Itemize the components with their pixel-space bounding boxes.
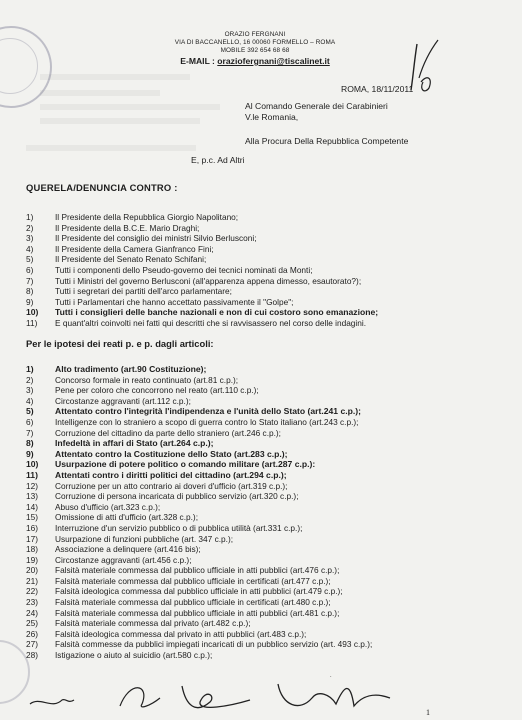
crime-text: Falsità materiale commessa dal privato (art.482 c.p.); xyxy=(55,618,251,629)
recipient-procura: Alla Procura Della Repubblica Competente xyxy=(245,136,409,146)
signature-1 xyxy=(30,700,74,704)
recipient-cc: E, p.c. Ad Altri xyxy=(191,155,245,165)
crime-text: Attentato contro la Costituzione dello Stato (art.283 c.p.); xyxy=(55,448,288,459)
sender-email xyxy=(120,56,390,67)
crime-text: Corruzione di persona incaricata di pubblico servizio (art.320 c.p.); xyxy=(55,491,299,502)
crime-item xyxy=(26,396,506,407)
crime-text: Abuso d'ufficio (art.323 c.p.); xyxy=(55,501,161,512)
accused-text: Il Presidente della Camera Gianfranco Fini; xyxy=(55,243,214,254)
recipient-address: V.le Romania, xyxy=(245,112,299,122)
document-title: QUERELA/DENUNCIA CONTRO : xyxy=(26,182,178,193)
crime-item xyxy=(26,364,506,375)
crime-item xyxy=(26,555,506,566)
accused-number: 6) xyxy=(26,264,34,275)
crime-item xyxy=(26,650,506,661)
signature-3 xyxy=(182,686,250,708)
accused-item xyxy=(26,212,506,223)
crime-number: 23) xyxy=(26,597,38,608)
crime-number: 2) xyxy=(26,374,34,385)
crime-number: 24) xyxy=(26,607,38,618)
crime-number: 1) xyxy=(26,364,34,374)
sender-mobile: MOBILE 392 654 68 68 xyxy=(220,47,290,54)
crime-text: Intelligenze con lo straniero a scopo di guerra contro lo Stato italiano (art.243 c.p.); xyxy=(55,416,359,427)
crime-item xyxy=(26,459,506,470)
signature-2 xyxy=(120,688,160,707)
crime-number: 13) xyxy=(26,491,38,502)
crime-number: 18) xyxy=(26,544,38,555)
crime-text: Pene per coloro che concorrono nel reato (art.110 c.p.); xyxy=(55,385,259,396)
crime-text: Omissione di atti d'ufficio (art.328 c.p.); xyxy=(55,512,198,523)
crime-item xyxy=(26,512,506,523)
crime-text: Attentato contro l'integrità l'indipendenza e l'unità dello Stato (art.241 c.p.); xyxy=(55,406,361,417)
crime-item xyxy=(26,629,506,640)
crime-number: 5) xyxy=(26,406,34,417)
crime-number: 20) xyxy=(26,565,38,576)
accused-item xyxy=(26,307,506,318)
crime-text: Associazione a delinquere (art.416 bis); xyxy=(55,544,201,555)
crime-text: Falsità materiale commessa dal pubblico ufficiale in atti pubblici (art.481 c.p.); xyxy=(55,607,340,618)
accused-number: 5) xyxy=(26,254,34,265)
crime-item xyxy=(26,470,506,481)
accused-number: 7) xyxy=(26,275,34,286)
crime-number: 27) xyxy=(26,639,38,650)
crime-text: Falsità commesse da pubblici impiegati incaricati di un pubblico servizio (art. 493 c.p.); xyxy=(55,639,373,650)
crime-item xyxy=(26,438,506,449)
crime-number: 10) xyxy=(26,459,39,470)
crime-number: 28) xyxy=(26,650,38,661)
accused-number: 2) xyxy=(26,222,34,233)
crime-item xyxy=(26,481,506,492)
crime-item xyxy=(26,639,506,650)
crime-item xyxy=(26,385,506,396)
crime-number: 9) xyxy=(26,448,34,459)
crime-number: 4) xyxy=(26,395,34,406)
accused-item xyxy=(26,276,506,287)
accused-number: 9) xyxy=(26,296,34,307)
crime-text: Infedeltà in affari di Stato (art.264 c.p.); xyxy=(55,438,214,449)
crime-item xyxy=(26,417,506,428)
recipient-carabinieri: Al Comando Generale dei Carabinieri xyxy=(245,101,388,111)
accused-number: 8) xyxy=(26,286,34,297)
crimes-intro: Per le ipotesi dei reati p. e p. dagli articoli: xyxy=(26,338,214,349)
email-link[interactable]: oraziofergnani@tiscalinet.it xyxy=(217,56,330,66)
accused-text: Tutti i consiglieri delle banche nazionali e non di cui costoro sono emanazione; xyxy=(55,307,379,318)
crime-item xyxy=(26,586,506,597)
sender-address: VIA DI BACCANELLO, 16 00060 FORMELLO – ROMA xyxy=(174,39,336,46)
crime-number: 6) xyxy=(26,416,34,427)
accused-text: Tutti i componenti dello Pseudo-governo dei tecnici nominati da Monti; xyxy=(55,264,313,275)
accused-item xyxy=(26,265,506,276)
accused-item xyxy=(26,318,506,329)
accused-item xyxy=(26,223,506,234)
crime-number: 15) xyxy=(26,512,38,523)
crime-number: 12) xyxy=(26,480,38,491)
accused-number: 4) xyxy=(26,243,34,254)
accused-item xyxy=(26,244,506,255)
letterhead xyxy=(120,31,390,67)
crime-item xyxy=(26,502,506,513)
crime-item xyxy=(26,534,506,545)
crime-item xyxy=(26,428,506,439)
crime-item xyxy=(26,406,506,417)
crime-text: Falsità materiale commessa dal pubblico ufficiale in certificati (art.477 c.p.); xyxy=(55,575,331,586)
crime-text: Falsità ideologica commessa dal pubblico ufficiale in atti pubblici (art.479 c.p.); xyxy=(55,586,343,597)
crime-item xyxy=(26,449,506,460)
crime-text: Usurpazione di potere politico o comando militare (art.287 c.p.): xyxy=(55,459,316,470)
crime-item xyxy=(26,523,506,534)
accused-number: 3) xyxy=(26,233,34,244)
accused-text: Tutti i Parlamentari che hanno accettato passivamente il "Golpe"; xyxy=(55,296,294,307)
accused-item xyxy=(26,297,506,308)
crime-text: Circostanze aggravanti (art.112 c.p.); xyxy=(55,395,191,406)
accused-item xyxy=(26,233,506,244)
crime-text: Concorso formale in reato continuato (art.81 c.p.); xyxy=(55,374,239,385)
accused-text: Il Presidente del consiglio dei ministri Silvio Berlusconi; xyxy=(55,233,257,244)
crime-item xyxy=(26,608,506,619)
crime-text: Usurpazione di funzioni pubbliche (art. 347 c.p.); xyxy=(55,533,234,544)
crime-text: Corruzione del cittadino da parte dello straniero (art.246 c.p.); xyxy=(55,427,281,438)
accused-text: Tutti i Ministri del governo Berlusconi (all'apparenza appena dimesso, esautorato?); xyxy=(55,275,362,286)
crime-text: Istigazione o aiuto al suicidio (art.580 c.p.); xyxy=(55,650,213,661)
crime-text: Alto tradimento (art.90 Costituzione); xyxy=(55,364,207,374)
crime-text: Falsità ideologica commessa dal privato in atti pubblici (art.483 c.p.); xyxy=(55,628,307,639)
crime-text: Interruzione d'un servizio pubblico o di pubblica utilità (art.331 c.p.); xyxy=(55,522,303,533)
crime-text: Circostanze aggravanti (art.456 c.p.); xyxy=(55,554,192,565)
accused-text: Il Presidente della B.C.E. Mario Draghi; xyxy=(55,222,200,233)
crime-item xyxy=(26,597,506,608)
crime-number: 25) xyxy=(26,618,38,629)
crime-number: 19) xyxy=(26,554,38,565)
accused-item xyxy=(26,254,506,265)
crime-number: 8) xyxy=(26,438,34,449)
crime-text: Corruzione per un atto contrario ai doveri d'ufficio (art.319 c.p.); xyxy=(55,480,288,491)
accused-number: 1) xyxy=(26,212,34,222)
page-number: 1 xyxy=(426,708,430,717)
crime-number: 21) xyxy=(26,575,38,586)
signatures xyxy=(0,676,522,720)
crime-number: 16) xyxy=(26,522,38,533)
crime-number: 22) xyxy=(26,586,38,597)
signature-4 xyxy=(278,684,390,706)
crime-text: Falsità materiale commessa dal pubblico ufficiale in atti pubblici (art.476 c.p.); xyxy=(55,565,340,576)
sender-name: ORAZIO FERGNANI xyxy=(224,31,286,38)
crime-number: 14) xyxy=(26,501,38,512)
crime-number: 3) xyxy=(26,385,34,396)
crime-number: 11) xyxy=(26,469,38,480)
crime-text: Attentati contro i diritti politici del cittadino (art.294 c.p.); xyxy=(55,469,287,480)
crime-item xyxy=(26,491,506,502)
accused-list xyxy=(26,212,506,329)
document-date: ROMA, 18/11/2011 xyxy=(341,84,414,94)
crime-number: 26) xyxy=(26,628,38,639)
accused-text: Il Presidente della Repubblica Giorgio Napolitano; xyxy=(55,212,239,222)
crime-item xyxy=(26,576,506,587)
crimes-list xyxy=(26,364,506,661)
email-label: E-MAIL : xyxy=(180,56,218,66)
crime-item xyxy=(26,544,506,555)
accused-number: 11) xyxy=(26,317,38,328)
crime-item xyxy=(26,375,506,386)
crime-item xyxy=(26,565,506,576)
crime-number: 7) xyxy=(26,427,34,438)
accused-item xyxy=(26,286,506,297)
crime-item xyxy=(26,618,506,629)
accused-number: 10) xyxy=(26,307,39,318)
accused-text: Il Presidente del Senato Renato Schifani; xyxy=(55,254,207,265)
crime-text: Falsità materiale commessa dal pubblico ufficiale in certificati (art.480 c.p.); xyxy=(55,597,331,608)
crime-number: 17) xyxy=(26,533,38,544)
accused-text: E quant'altri coinvolti nei fatti qui descritti che si ravvisassero nel corso delle indagini. xyxy=(55,317,367,328)
accused-text: Tutti i segretari dei partiti dell'arco parlamentare; xyxy=(55,286,232,297)
